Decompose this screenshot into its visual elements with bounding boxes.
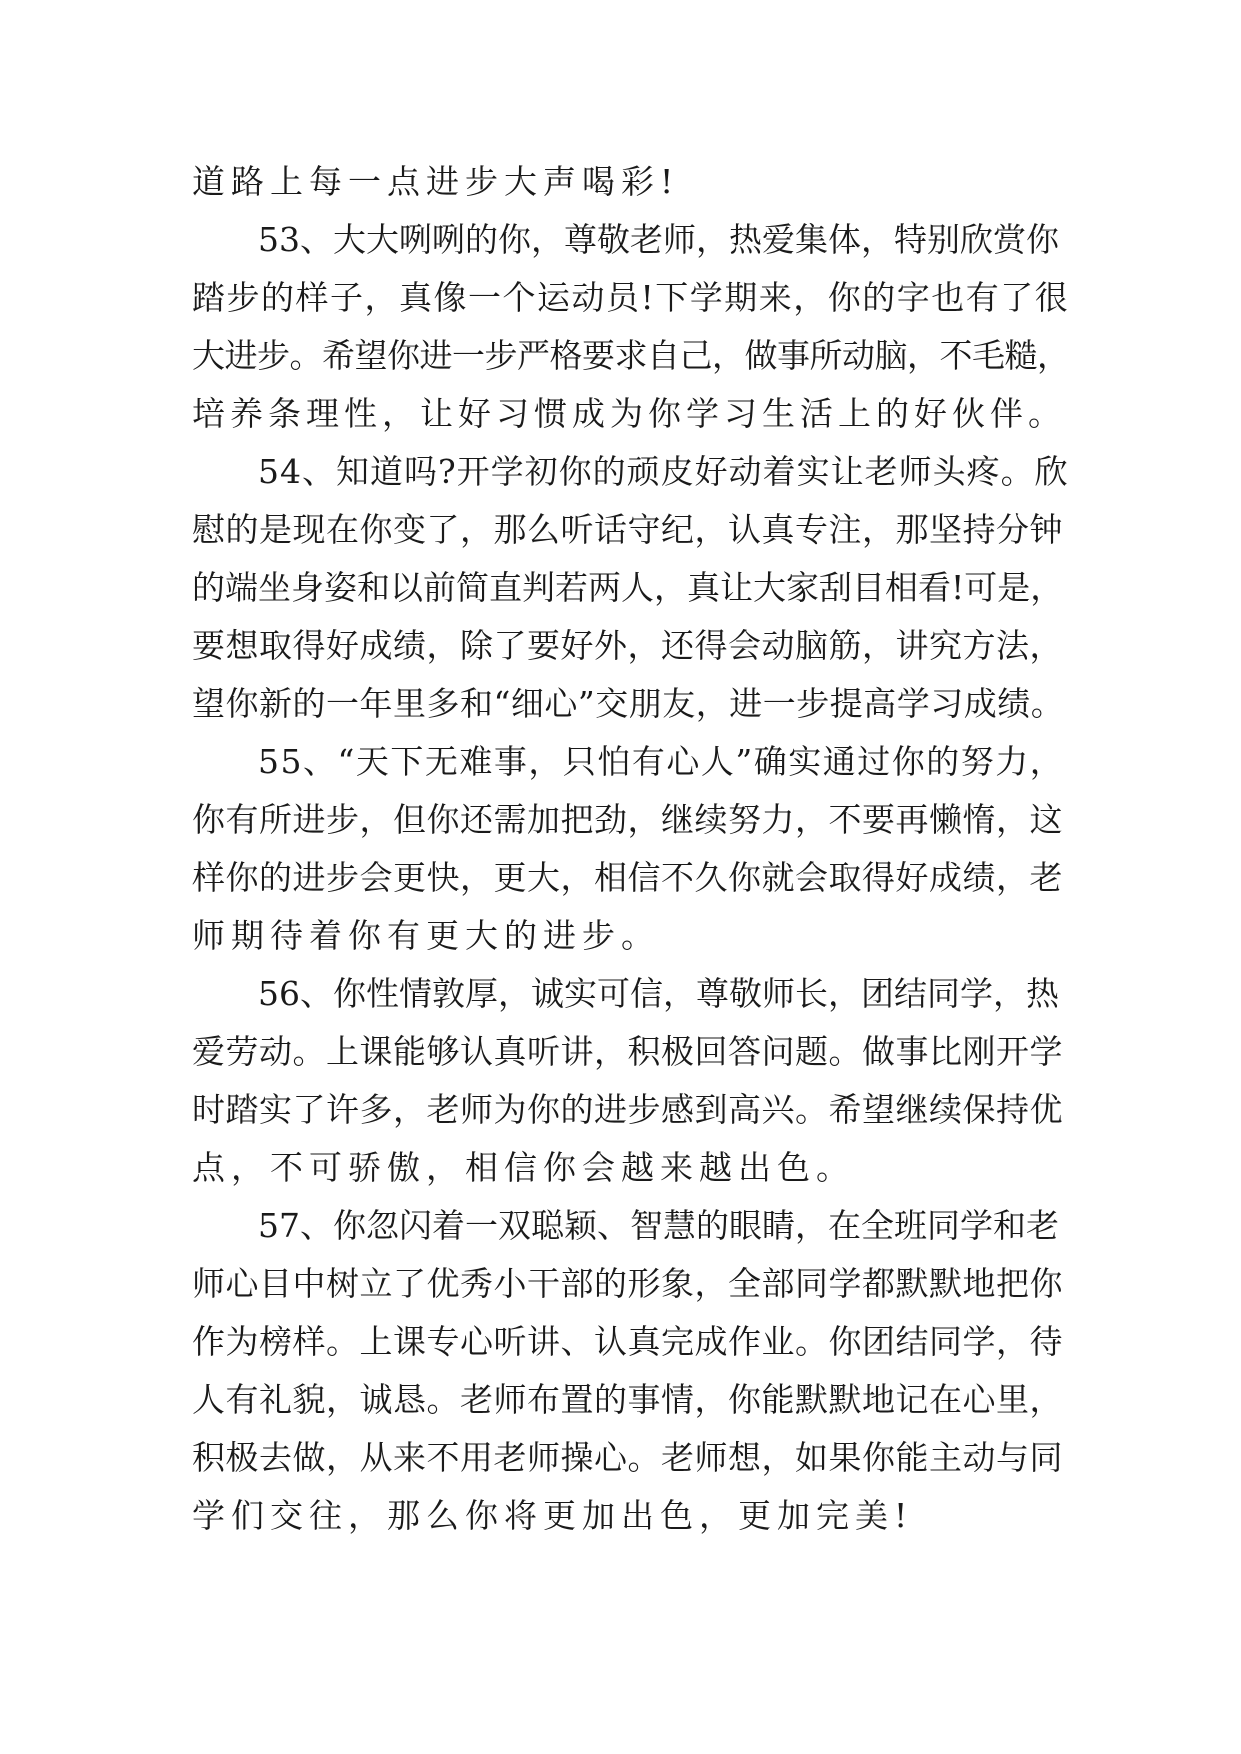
paragraph-55-line: 55、“天下无难事，只怕有心人”确实通过你的努力， <box>258 742 1065 781</box>
paragraph-53-line: 培养条理性，让好习惯成为你学习生活上的好伙伴。 <box>192 394 1066 433</box>
paragraph-57-line: 57、你忽闪着一双聪颖、智慧的眼睛，在全班同学和老 <box>258 1206 1059 1245</box>
paragraph-57-line: 学们交往，那么你将更加出色，更加完美! <box>192 1496 914 1535</box>
paragraph-56-line: 爱劳动。上课能够认真听讲，积极回答问题。做事比刚开学 <box>192 1032 1063 1071</box>
paragraph-54-line: 的端坐身姿和以前简直判若两人，真让大家刮目相看!可是， <box>192 568 1064 607</box>
paragraph-57-line: 师心目中树立了优秀小干部的形象，全部同学都默默地把你 <box>192 1264 1063 1303</box>
paragraph-54-line: 54、知道吗?开学初你的顽皮好动着实让老师头疼。欣 <box>258 452 1069 491</box>
paragraph-56-line: 56、你性情敦厚，诚实可信，尊敬师长，团结同学，热 <box>258 974 1059 1013</box>
paragraph-56-line: 时踏实了许多，老师为你的进步感到高兴。希望继续保持优 <box>192 1090 1063 1129</box>
paragraph-54-line: 慰的是现在你变了，那么听话守纪，认真专注，那坚持分钟 <box>192 510 1063 549</box>
paragraph-57-line: 作为榜样。上课专心听讲、认真完成作业。你团结同学，待 <box>192 1322 1063 1361</box>
paragraph-54-line: 要想取得好成绩，除了要好外，还得会动脑筋，讲究方法， <box>192 626 1063 665</box>
paragraph-57-line: 人有礼貌，诚恳。老师布置的事情，你能默默地记在心里， <box>192 1380 1063 1419</box>
text-line: 道路上每一点进步大声喝彩! <box>192 162 680 201</box>
paragraph-55-line: 师期待着你有更大的进步。 <box>192 916 660 955</box>
paragraph-57-line: 积极去做，从来不用老师操心。老师想，如果你能主动与同 <box>192 1438 1063 1477</box>
paragraph-56-line: 点，不可骄傲，相信你会越来越出色。 <box>192 1148 855 1187</box>
paragraph-55-line: 你有所进步，但你还需加把劲，继续努力，不要再懒惰，这 <box>192 800 1063 839</box>
document-body <box>192 153 1070 1545</box>
paragraph-55-line: 样你的进步会更快，更大，相信不久你就会取得好成绩，老 <box>192 858 1063 897</box>
paragraph-54-line: 望你新的一年里多和“细心”交朋友，进一步提高学习成绩。 <box>192 684 1065 723</box>
paragraph-53-line: 踏步的样子，真像一个运动员!下学期来，你的字也有了很 <box>192 278 1070 317</box>
paragraph-53-line: 大进步。希望你进一步严格要求自己，做事所动脑，不毛糙， <box>192 336 1070 375</box>
paragraph-53-line: 53、大大咧咧的你，尊敬老师，热爱集体，特别欣赏你 <box>258 220 1059 259</box>
